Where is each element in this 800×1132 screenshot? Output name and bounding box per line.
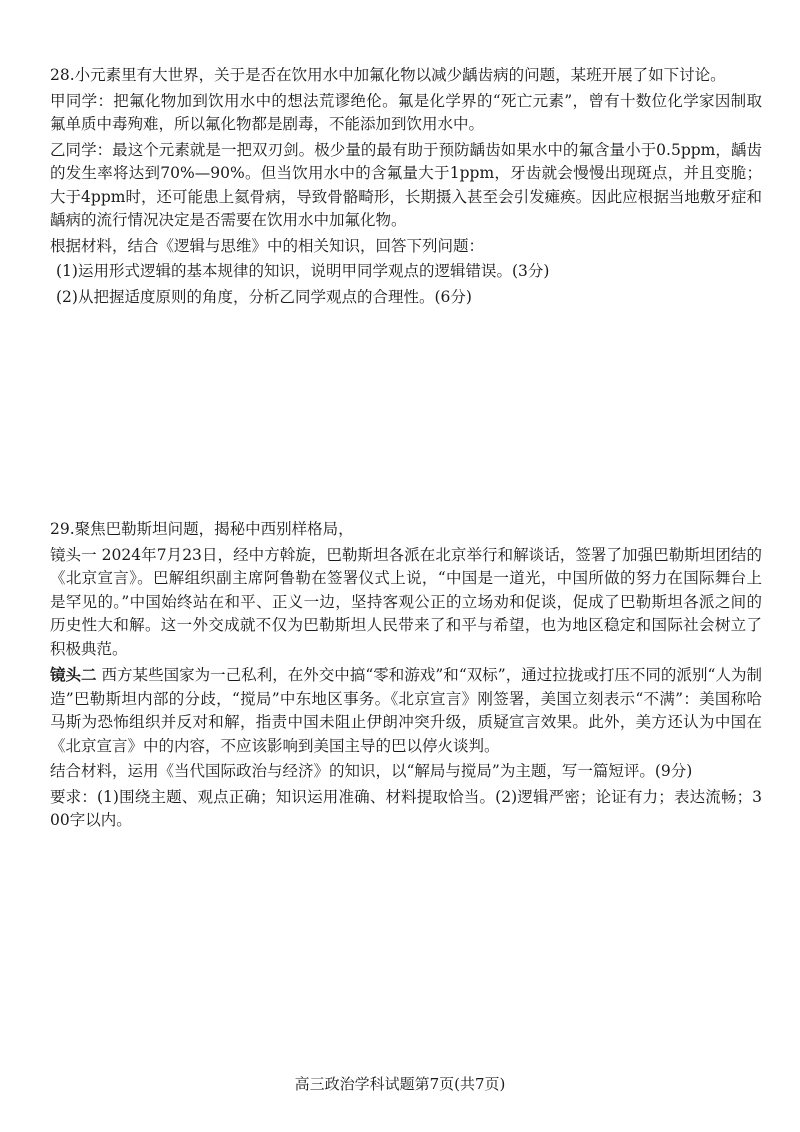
q28-subquestion-2: (2)从把握适度原则的角度，分析乙同学观点的合理性。(6分) [56,287,472,306]
question-28 [50,64,762,311]
q29-shot-2-text: 西方某些国家为一己私利，在外交中搞“零和游戏”和“双标”，通过拉拢或打压不同的派别“人为制造”巴勒斯坦内部的分歧，“搅局”中东地区事务。《北京宣言》刚签署，美国立刻表示“不满”：美国称哈马斯为恐怖组织并反对和解，指责中国未阻止伊朗冲突升级，质疑宣言效果。此外，美方还认为中国在《北京宣言》中的内容，不应该影响到美国主导的巴以停火谈判。 [50,666,762,755]
q28-student-b: 乙同学：最这个元素就是一把双刃剑。极少量的最有助于预防龋齿如果水中的氟含量小于0.5ppm，龋齿的发生率将达到70%—90%。但当饮用水中的含氟量大于1ppm，牙齿就会慢慢出现斑点，并且变脆；大于4ppm时，还可能患上氦骨病，导致骨骼畸形，长期摄入甚至会引发瘫痪。因此应根据当地敷牙症和龋病的流行情况决定是否需要在饮用水中加氟化物。 [50,140,762,229]
q28-student-a: 甲同学：把氟化物加到饮用水中的想法荒谬绝伦。氟是化学界的“死亡元素”，曾有十数位化学家因制取氟单质中毒殉难，所以氟化物都是剧毒，不能添加到饮用水中。 [50,91,762,133]
q28-subquestion-1: (1)运用形式逻辑的基本规律的知识，说明甲同学观点的逻辑错误。(3分) [56,262,550,280]
page-footer: 高三政治学科试题第7页(共7页) [294,1075,506,1093]
question-29 [50,518,762,835]
q29-requirements: 要求：(1)围绕主题、观点正确；知识运用准确、材料提取恰当。(2)逻辑严密；论证有力；表达流畅；300字以内。 [50,787,762,829]
q29-shot-2-label: 镜头二 [50,665,97,684]
q29-shot-2 [50,663,762,758]
q28-stem: 28.小元素里有大世界，关于是否在饮用水中加氟化物以减少龋齿病的问题，某班开展了如下讨论。 [50,66,726,84]
q29-stem: 29.聚焦巴勒斯坦问题，揭秘中西别样格局， [50,520,354,538]
q28-instruction: 根据材料，结合《逻辑与思维》中的相关知识，回答下列问题： [50,236,485,255]
q29-shot-1: 镜头一 2024年7月23日，经中方斡旋，巴勒斯坦各派在北京举行和解谈话，签署了加强巴勒斯坦团结的《北京宣言》。巴解组织副主席阿鲁勒在签署仪式上说，“中国是一道光，中国所做的努力在国际舞台上是罕见的。”中国始终站在和平、正义一边，坚持客观公正的立场劝和促谈，促成了巴勒斯坦各派之间的历史性大和解。这一外交成就不仅为巴勒斯坦人民带来了和平与希望，也为地区稳定和国际社会树立了积极典范。 [50,545,762,658]
q29-instruction: 结合材料，运用《当代国际政治与经济》的知识，以“解局与搅局”为主题，写一篇短评。(9分) [50,762,693,780]
